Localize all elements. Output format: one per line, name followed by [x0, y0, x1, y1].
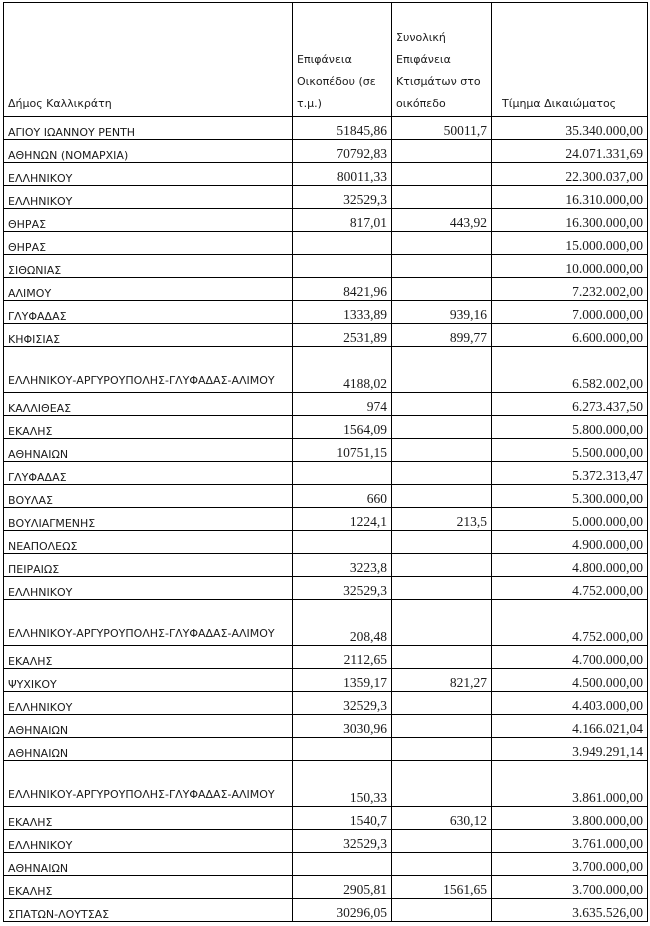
cell-municipality: ΘΗΡΑΣ: [4, 209, 293, 232]
table-row: [4, 278, 648, 301]
cell-municipality: ΘΗΡΑΣ: [4, 232, 293, 255]
table-row: [4, 301, 648, 324]
table-row: [4, 531, 648, 554]
cell-building-area: [392, 347, 492, 393]
cell-building-area: [392, 140, 492, 163]
cell-price: 4.700.000,00: [492, 646, 648, 669]
cell-municipality: ΕΛΛΗΝΙΚΟΥ-ΑΡΓΥΡΟΥΠΟΛΗΣ-ΓΛΥΦΑΔΑΣ-ΑΛΙΜΟΥ: [4, 600, 293, 646]
table-row: [4, 485, 648, 508]
table-row: [4, 692, 648, 715]
cell-building-area: 821,27: [392, 669, 492, 692]
cell-building-area: [392, 439, 492, 462]
cell-price: 7.232.002,00: [492, 278, 648, 301]
cell-price: 3.700.000,00: [492, 876, 648, 899]
cell-building-area: [392, 186, 492, 209]
table-row: [4, 738, 648, 761]
cell-municipality: ΑΛΙΜΟΥ: [4, 278, 293, 301]
cell-price: 5.000.000,00: [492, 508, 648, 531]
cell-building-area: 899,77: [392, 324, 492, 347]
cell-municipality: ΑΘΗΝΑΙΩΝ: [4, 853, 293, 876]
cell-building-area: [392, 692, 492, 715]
table-row: [4, 669, 648, 692]
header-plot-area: Επιφάνεια Οικοπέδου (σε τ.μ.): [293, 3, 392, 117]
cell-municipality: ΕΚΑΛΗΣ: [4, 416, 293, 439]
cell-plot-area: 32529,3: [293, 577, 392, 600]
cell-municipality: ΑΓΙΟΥ ΙΩΑΝΝΟΥ ΡΕΝΤΗ: [4, 117, 293, 140]
table-row: [4, 853, 648, 876]
table-row: [4, 508, 648, 531]
data-table: [3, 2, 648, 922]
table-row: [4, 209, 648, 232]
cell-plot-area: 1333,89: [293, 301, 392, 324]
cell-building-area: [392, 278, 492, 301]
table-row: [4, 876, 648, 899]
cell-building-area: [392, 485, 492, 508]
cell-building-area: 50011,7: [392, 117, 492, 140]
cell-plot-area: [293, 853, 392, 876]
cell-price: 22.300.037,00: [492, 163, 648, 186]
cell-building-area: [392, 830, 492, 853]
cell-price: 4.900.000,00: [492, 531, 648, 554]
cell-price: 16.300.000,00: [492, 209, 648, 232]
cell-municipality: ΕΛΛΗΝΙΚΟΥ-ΑΡΓΥΡΟΥΠΟΛΗΣ-ΓΛΥΦΑΔΑΣ-ΑΛΙΜΟΥ: [4, 347, 293, 393]
cell-price: 3.635.526,00: [492, 899, 648, 922]
cell-plot-area: 32529,3: [293, 830, 392, 853]
cell-building-area: [392, 531, 492, 554]
cell-plot-area: 32529,3: [293, 186, 392, 209]
table-row: [4, 416, 648, 439]
cell-building-area: [392, 853, 492, 876]
cell-building-area: [392, 738, 492, 761]
table-row: [4, 324, 648, 347]
cell-price: 4.752.000,00: [492, 577, 648, 600]
cell-price: 10.000.000,00: [492, 255, 648, 278]
cell-municipality: ΕΛΛΗΝΙΚΟΥ-ΑΡΓΥΡΟΥΠΟΛΗΣ-ΓΛΥΦΑΔΑΣ-ΑΛΙΜΟΥ: [4, 761, 293, 807]
cell-municipality: ΑΘΗΝΑΙΩΝ: [4, 738, 293, 761]
cell-building-area: [392, 255, 492, 278]
table-row: [4, 761, 648, 807]
cell-building-area: [392, 393, 492, 416]
cell-municipality: ΕΛΛΗΝΙΚΟΥ: [4, 692, 293, 715]
cell-municipality: ΑΘΗΝΩΝ (ΝΟΜΑΡΧΙΑ): [4, 140, 293, 163]
cell-plot-area: [293, 531, 392, 554]
table-row: [4, 140, 648, 163]
cell-building-area: 213,5: [392, 508, 492, 531]
cell-municipality: ΒΟΥΛΙΑΓΜΕΝΗΣ: [4, 508, 293, 531]
cell-price: 3.949.291,14: [492, 738, 648, 761]
cell-price: 15.000.000,00: [492, 232, 648, 255]
cell-price: 35.340.000,00: [492, 117, 648, 140]
header-price: Τίμημα Δικαιώματος: [492, 3, 648, 117]
table-row: [4, 117, 648, 140]
cell-municipality: ΣΙΘΩΝΙΑΣ: [4, 255, 293, 278]
cell-municipality: ΕΚΑΛΗΣ: [4, 807, 293, 830]
cell-price: 7.000.000,00: [492, 301, 648, 324]
table-row: [4, 830, 648, 853]
cell-municipality: ΚΗΦΙΣΙΑΣ: [4, 324, 293, 347]
header-row: [4, 3, 648, 117]
cell-plot-area: 51845,86: [293, 117, 392, 140]
cell-price: 6.273.437,50: [492, 393, 648, 416]
table-row: [4, 347, 648, 393]
cell-plot-area: 8421,96: [293, 278, 392, 301]
cell-price: 16.310.000,00: [492, 186, 648, 209]
cell-price: 4.166.021,04: [492, 715, 648, 738]
cell-plot-area: 1540,7: [293, 807, 392, 830]
cell-municipality: ΒΟΥΛΑΣ: [4, 485, 293, 508]
cell-price: 4.403.000,00: [492, 692, 648, 715]
cell-building-area: [392, 600, 492, 646]
cell-plot-area: [293, 232, 392, 255]
table-row: [4, 255, 648, 278]
cell-price: 24.071.331,69: [492, 140, 648, 163]
cell-building-area: [392, 163, 492, 186]
cell-municipality: ΓΛΥΦΑΔΑΣ: [4, 301, 293, 324]
table-row: [4, 439, 648, 462]
cell-price: 4.800.000,00: [492, 554, 648, 577]
table-row: [4, 899, 648, 922]
cell-price: 5.500.000,00: [492, 439, 648, 462]
cell-municipality: ΕΛΛΗΝΙΚΟΥ: [4, 577, 293, 600]
table-row: [4, 715, 648, 738]
cell-plot-area: 2531,89: [293, 324, 392, 347]
cell-plot-area: [293, 738, 392, 761]
cell-building-area: [392, 577, 492, 600]
table-row: [4, 807, 648, 830]
cell-plot-area: 1224,1: [293, 508, 392, 531]
table-row: [4, 186, 648, 209]
cell-municipality: ΕΚΑΛΗΣ: [4, 876, 293, 899]
table-row: [4, 554, 648, 577]
cell-plot-area: 1359,17: [293, 669, 392, 692]
cell-price: 4.752.000,00: [492, 600, 648, 646]
cell-municipality: ΨΥΧΙΚΟΥ: [4, 669, 293, 692]
cell-price: 3.861.000,00: [492, 761, 648, 807]
cell-price: 3.761.000,00: [492, 830, 648, 853]
cell-plot-area: 4188,02: [293, 347, 392, 393]
cell-price: 6.600.000,00: [492, 324, 648, 347]
cell-plot-area: 30296,05: [293, 899, 392, 922]
cell-municipality: ΑΘΗΝΑΙΩΝ: [4, 715, 293, 738]
cell-building-area: 939,16: [392, 301, 492, 324]
cell-price: 5.300.000,00: [492, 485, 648, 508]
cell-building-area: [392, 554, 492, 577]
cell-building-area: [392, 899, 492, 922]
cell-price: 6.582.002,00: [492, 347, 648, 393]
cell-plot-area: 208,48: [293, 600, 392, 646]
cell-plot-area: 70792,83: [293, 140, 392, 163]
cell-plot-area: 32529,3: [293, 692, 392, 715]
cell-building-area: [392, 462, 492, 485]
cell-plot-area: 10751,15: [293, 439, 392, 462]
cell-municipality: ΠΕΙΡΑΙΩΣ: [4, 554, 293, 577]
header-building-area: Συνολική Επιφάνεια Κτισμάτων στο οικόπεδο: [392, 3, 492, 117]
cell-building-area: [392, 416, 492, 439]
table-row: [4, 577, 648, 600]
cell-municipality: ΣΠΑΤΩΝ-ΛΟΥΤΣΑΣ: [4, 899, 293, 922]
cell-municipality: ΝΕΑΠΟΛΕΩΣ: [4, 531, 293, 554]
cell-municipality: ΕΛΛΗΝΙΚΟΥ: [4, 830, 293, 853]
cell-price: 3.800.000,00: [492, 807, 648, 830]
cell-price: 4.500.000,00: [492, 669, 648, 692]
cell-plot-area: [293, 462, 392, 485]
cell-building-area: [392, 646, 492, 669]
cell-plot-area: 817,01: [293, 209, 392, 232]
header-municipality: Δήμος Καλλικράτη: [4, 3, 293, 117]
cell-building-area: [392, 715, 492, 738]
cell-plot-area: [293, 255, 392, 278]
cell-plot-area: 3223,8: [293, 554, 392, 577]
cell-plot-area: 80011,33: [293, 163, 392, 186]
cell-municipality: ΕΛΛΗΝΙΚΟΥ: [4, 186, 293, 209]
cell-building-area: 630,12: [392, 807, 492, 830]
cell-plot-area: 660: [293, 485, 392, 508]
cell-price: 3.700.000,00: [492, 853, 648, 876]
table-row: [4, 393, 648, 416]
cell-building-area: [392, 232, 492, 255]
table-row: [4, 232, 648, 255]
cell-building-area: 443,92: [392, 209, 492, 232]
cell-municipality: ΓΛΥΦΑΔΑΣ: [4, 462, 293, 485]
cell-price: 5.800.000,00: [492, 416, 648, 439]
cell-municipality: ΚΑΛΛΙΘΕΑΣ: [4, 393, 293, 416]
cell-municipality: ΕΛΛΗΝΙΚΟΥ: [4, 163, 293, 186]
table-row: [4, 646, 648, 669]
cell-building-area: 1561,65: [392, 876, 492, 899]
cell-building-area: [392, 761, 492, 807]
table-body: [4, 3, 648, 922]
table-row: [4, 163, 648, 186]
cell-plot-area: 2112,65: [293, 646, 392, 669]
cell-plot-area: 2905,81: [293, 876, 392, 899]
cell-plot-area: 150,33: [293, 761, 392, 807]
cell-plot-area: 3030,96: [293, 715, 392, 738]
cell-plot-area: 974: [293, 393, 392, 416]
table-row: [4, 462, 648, 485]
table-row: [4, 600, 648, 646]
cell-plot-area: 1564,09: [293, 416, 392, 439]
cell-municipality: ΑΘΗΝΑΙΩΝ: [4, 439, 293, 462]
cell-price: 5.372.313,47: [492, 462, 648, 485]
cell-municipality: ΕΚΑΛΗΣ: [4, 646, 293, 669]
